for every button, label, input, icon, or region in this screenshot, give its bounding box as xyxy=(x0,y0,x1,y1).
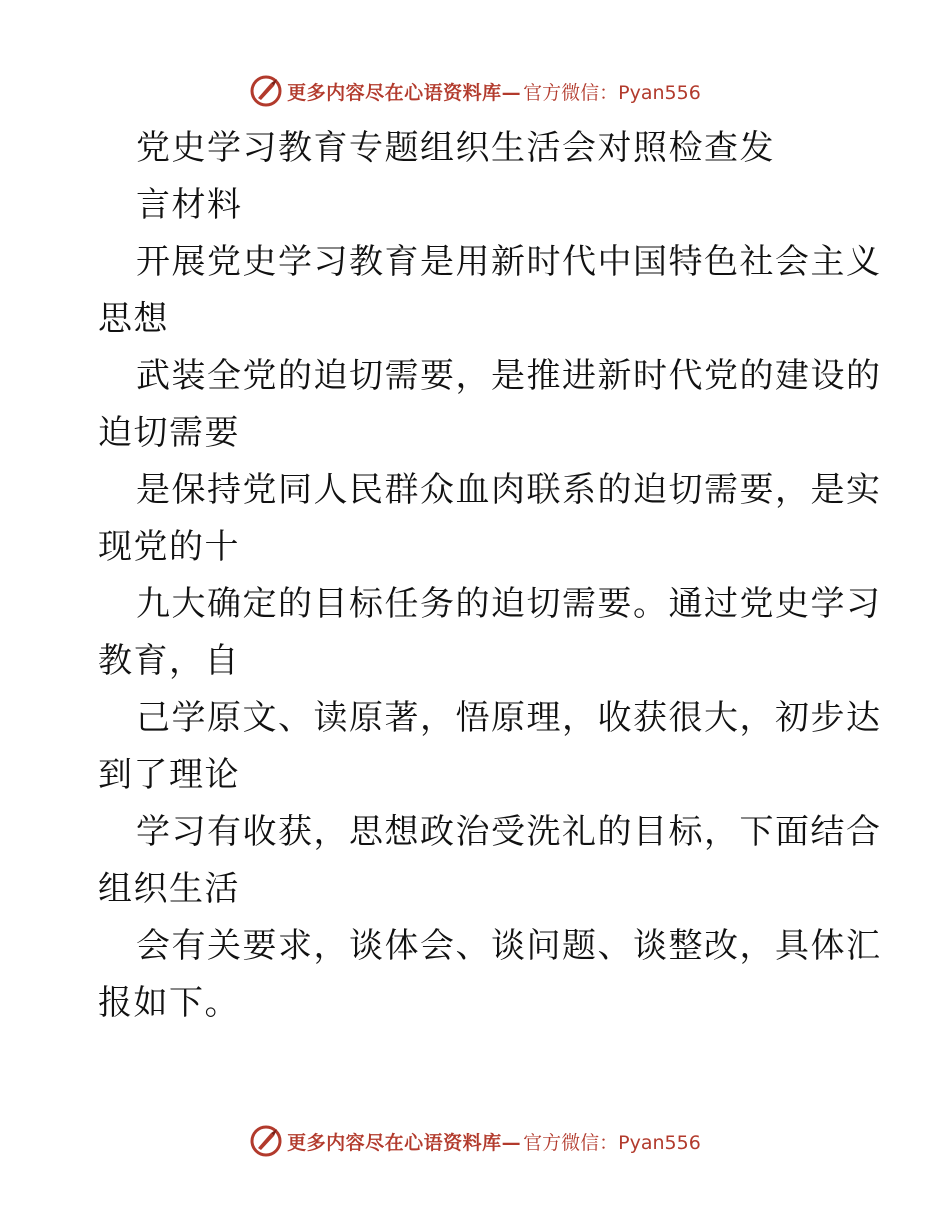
text-line: 迫切需要 xyxy=(98,413,240,453)
text-line: 组织生活 xyxy=(98,869,240,909)
text-line: 武装全党的迫切需要，是推进新时代党的建设的 xyxy=(136,356,882,396)
document-body xyxy=(98,120,882,1032)
text-line: 是保持党同人民群众血肉联系的迫切需要，是实 xyxy=(136,470,882,510)
text-line: 开展党史学习教育是用新时代中国特色社会主义 xyxy=(136,242,882,282)
quill-logo-icon xyxy=(249,1124,283,1158)
text-line: 党史学习教育专题组织生活会对照检查发 xyxy=(136,128,775,168)
text-line: 到了理论 xyxy=(98,755,240,795)
banner-wechat: 官方微信：Pyan556 xyxy=(523,81,701,104)
text-line: 言材料 xyxy=(136,185,243,225)
text-line: 报如下。 xyxy=(98,983,240,1023)
banner-wechat: 官方微信：Pyan556 xyxy=(523,1131,701,1154)
text-line: 思想 xyxy=(98,299,169,339)
footer-banner xyxy=(0,1121,950,1161)
text-line: 己学原文、读原著，悟原理，收获很大，初步达 xyxy=(136,698,882,738)
text-line: 学习有收获，思想政治受洗礼的目标，下面结合 xyxy=(136,812,882,852)
text-line: 现党的十 xyxy=(98,527,240,567)
banner-text: 更多内容尽在心语资料库— xyxy=(287,81,522,104)
header-banner xyxy=(0,71,950,111)
quill-logo-icon xyxy=(249,74,283,108)
banner-text: 更多内容尽在心语资料库— xyxy=(287,1131,522,1154)
text-line: 会有关要求，谈体会、谈问题、谈整改，具体汇 xyxy=(136,926,882,966)
text-line: 教育，自 xyxy=(98,641,240,681)
text-line: 九大确定的目标任务的迫切需要。通过党史学习 xyxy=(136,584,882,624)
